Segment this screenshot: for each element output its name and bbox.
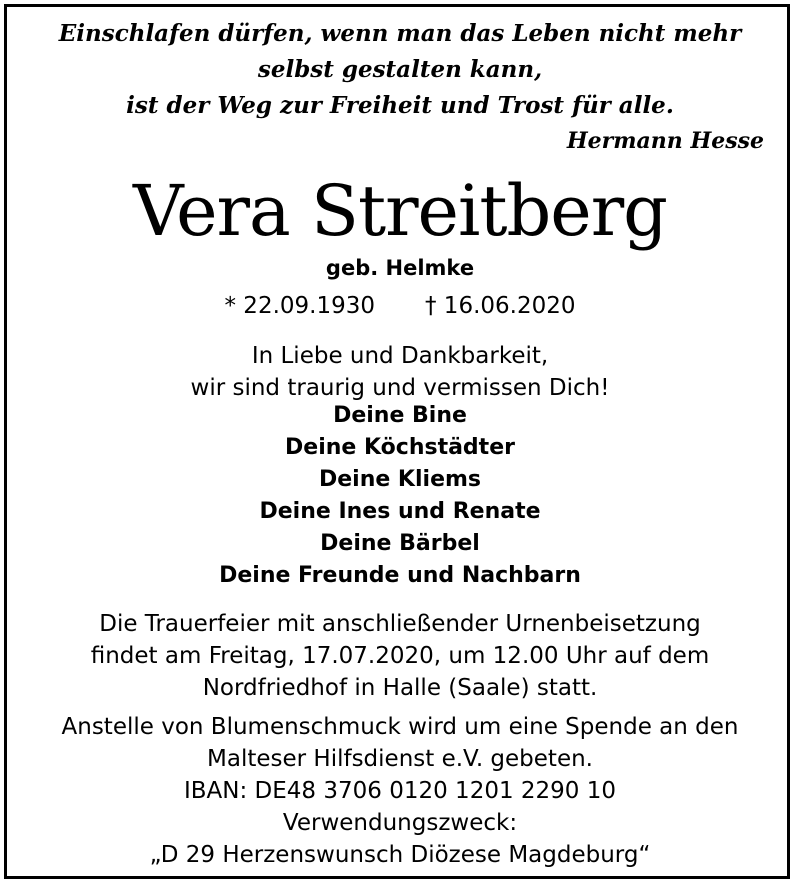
funeral-line: Die Trauerfeier mit anschließender Urnenbeisetzung <box>99 611 701 637</box>
mourner: Deine Bärbel <box>320 531 480 556</box>
mourners-list <box>0 400 800 592</box>
dedication <box>0 340 800 404</box>
deceased-name: Vera Streitberg <box>133 170 667 252</box>
motto-line: Einschlafen dürfen, wenn man das Leben nicht mehr <box>58 20 742 47</box>
donation-notice <box>0 711 800 871</box>
donation-reference: „D 29 Herzenswunsch Diözese Magdeburg“ <box>149 842 651 868</box>
donation-line: Verwendungszweck: <box>282 810 518 836</box>
funeral-notice <box>0 608 800 704</box>
dedication-line: wir sind traurig und vermissen Dich! <box>190 375 610 401</box>
mourner: Deine Bine <box>333 403 467 428</box>
donation-iban: IBAN: DE48 3706 0120 1201 2290 10 <box>183 778 617 804</box>
birth-date: * 22.09.1930 <box>224 293 375 319</box>
donation-line: Malteser Hilfsdienst e.V. gebeten. <box>207 746 593 772</box>
mourner: Deine Freunde und Nachbarn <box>219 563 581 588</box>
motto-line: selbst gestalten kann, <box>257 56 543 83</box>
mourner: Deine Kliems <box>318 467 482 492</box>
funeral-line: Nordfriedhof in Halle (Saale) statt. <box>202 675 598 701</box>
birth-name: geb. Helmke <box>325 256 475 280</box>
motto-quote <box>0 16 800 124</box>
motto-line: ist der Weg zur Freiheit und Trost für alle. <box>126 92 674 119</box>
life-dates <box>0 290 800 322</box>
dedication-line: In Liebe und Dankbarkeit, <box>251 343 549 369</box>
motto-author: Hermann Hesse <box>566 128 764 154</box>
mourner: Deine Köchstädter <box>285 435 515 460</box>
donation-line: Anstelle von Blumenschmuck wird um eine Spende an den <box>61 714 739 740</box>
funeral-line: findet am Freitag, 17.07.2020, um 12.00 Uhr auf dem <box>90 643 710 669</box>
death-date: † 16.06.2020 <box>425 293 576 319</box>
mourner: Deine Ines und Renate <box>259 499 541 524</box>
